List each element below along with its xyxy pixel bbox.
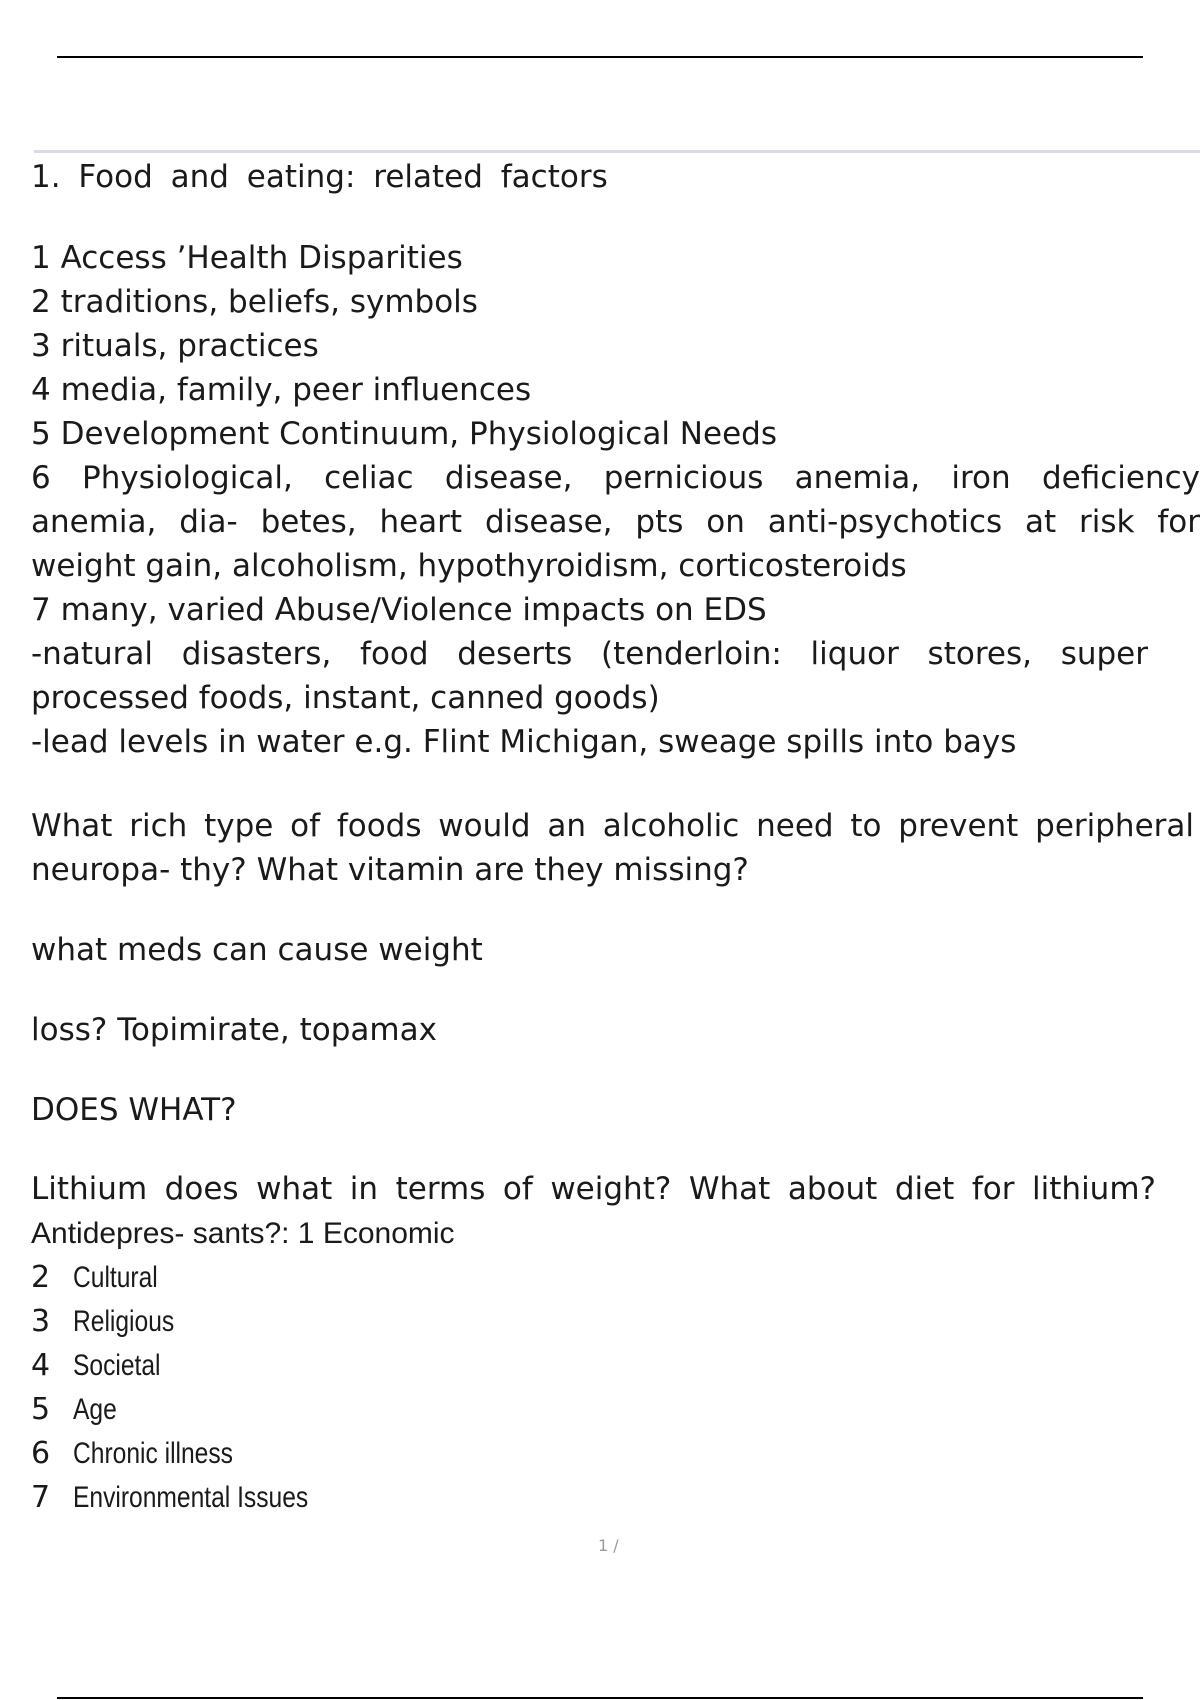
section-divider — [34, 150, 1200, 153]
factor-item-3: 3 rituals, practices — [31, 328, 319, 364]
factor-item-5: 5 Development Continuum, Physiological Needs — [31, 416, 777, 452]
list-item: 5 Age — [31, 1392, 117, 1427]
question-meds: what meds can cause weight — [31, 932, 483, 968]
note-lead: -lead levels in water e.g. Flint Michigan, sweage spills into bays — [31, 724, 1017, 760]
list-item: 2 Cultural — [31, 1260, 158, 1295]
bottom-rule — [57, 1697, 1143, 1699]
question-alcoholic-continued: neuropa- thy? What vitamin are they missing? — [31, 852, 749, 888]
answer-weight-loss: loss? Topimirate, topamax — [31, 1012, 437, 1048]
list-item: 6 Chronic illness — [31, 1436, 233, 1471]
factor-item-1: 1 Access ’Health Disparities — [31, 240, 463, 276]
list-item: 7 Environmental Issues — [31, 1480, 309, 1515]
list-item: 4 Societal — [31, 1348, 161, 1383]
question-antidepressants: Antidepres- sants?: 1 Economic — [31, 1217, 455, 1250]
page-number: 1 / — [598, 1536, 619, 1555]
note-disasters: -natural disasters, food deserts (tenderloin: liquor stores, super — [31, 636, 1148, 672]
question-lithium: Lithium does what in terms of weight? What about diet for lithium? — [31, 1171, 1156, 1207]
factor-item-2: 2 traditions, beliefs, symbols — [31, 284, 478, 320]
question-alcoholic: What rich type of foods would an alcoholic need to prevent peripheral — [31, 808, 1194, 844]
factor-item-7: 7 many, varied Abuse/Violence impacts on EDS — [31, 592, 767, 628]
factor-item-6-continued-2: weight gain, alcoholism, hypothyroidism, corticosteroids — [31, 548, 907, 584]
question-does-what: DOES WHAT? — [31, 1092, 237, 1128]
factor-item-6-continued: anemia, dia- betes, heart disease, pts on anti-psychotics at risk for — [31, 504, 1200, 540]
factor-item-6: 6 Physiological, celiac disease, pernicious anemia, iron deficiency — [31, 460, 1200, 496]
note-disasters-continued: processed foods, instant, canned goods) — [31, 680, 660, 716]
section-heading: 1. Food and eating: related factors — [31, 159, 608, 195]
list-item: 3 Religious — [31, 1304, 175, 1339]
factor-item-4: 4 media, family, peer influences — [31, 372, 532, 408]
top-rule — [57, 56, 1143, 58]
